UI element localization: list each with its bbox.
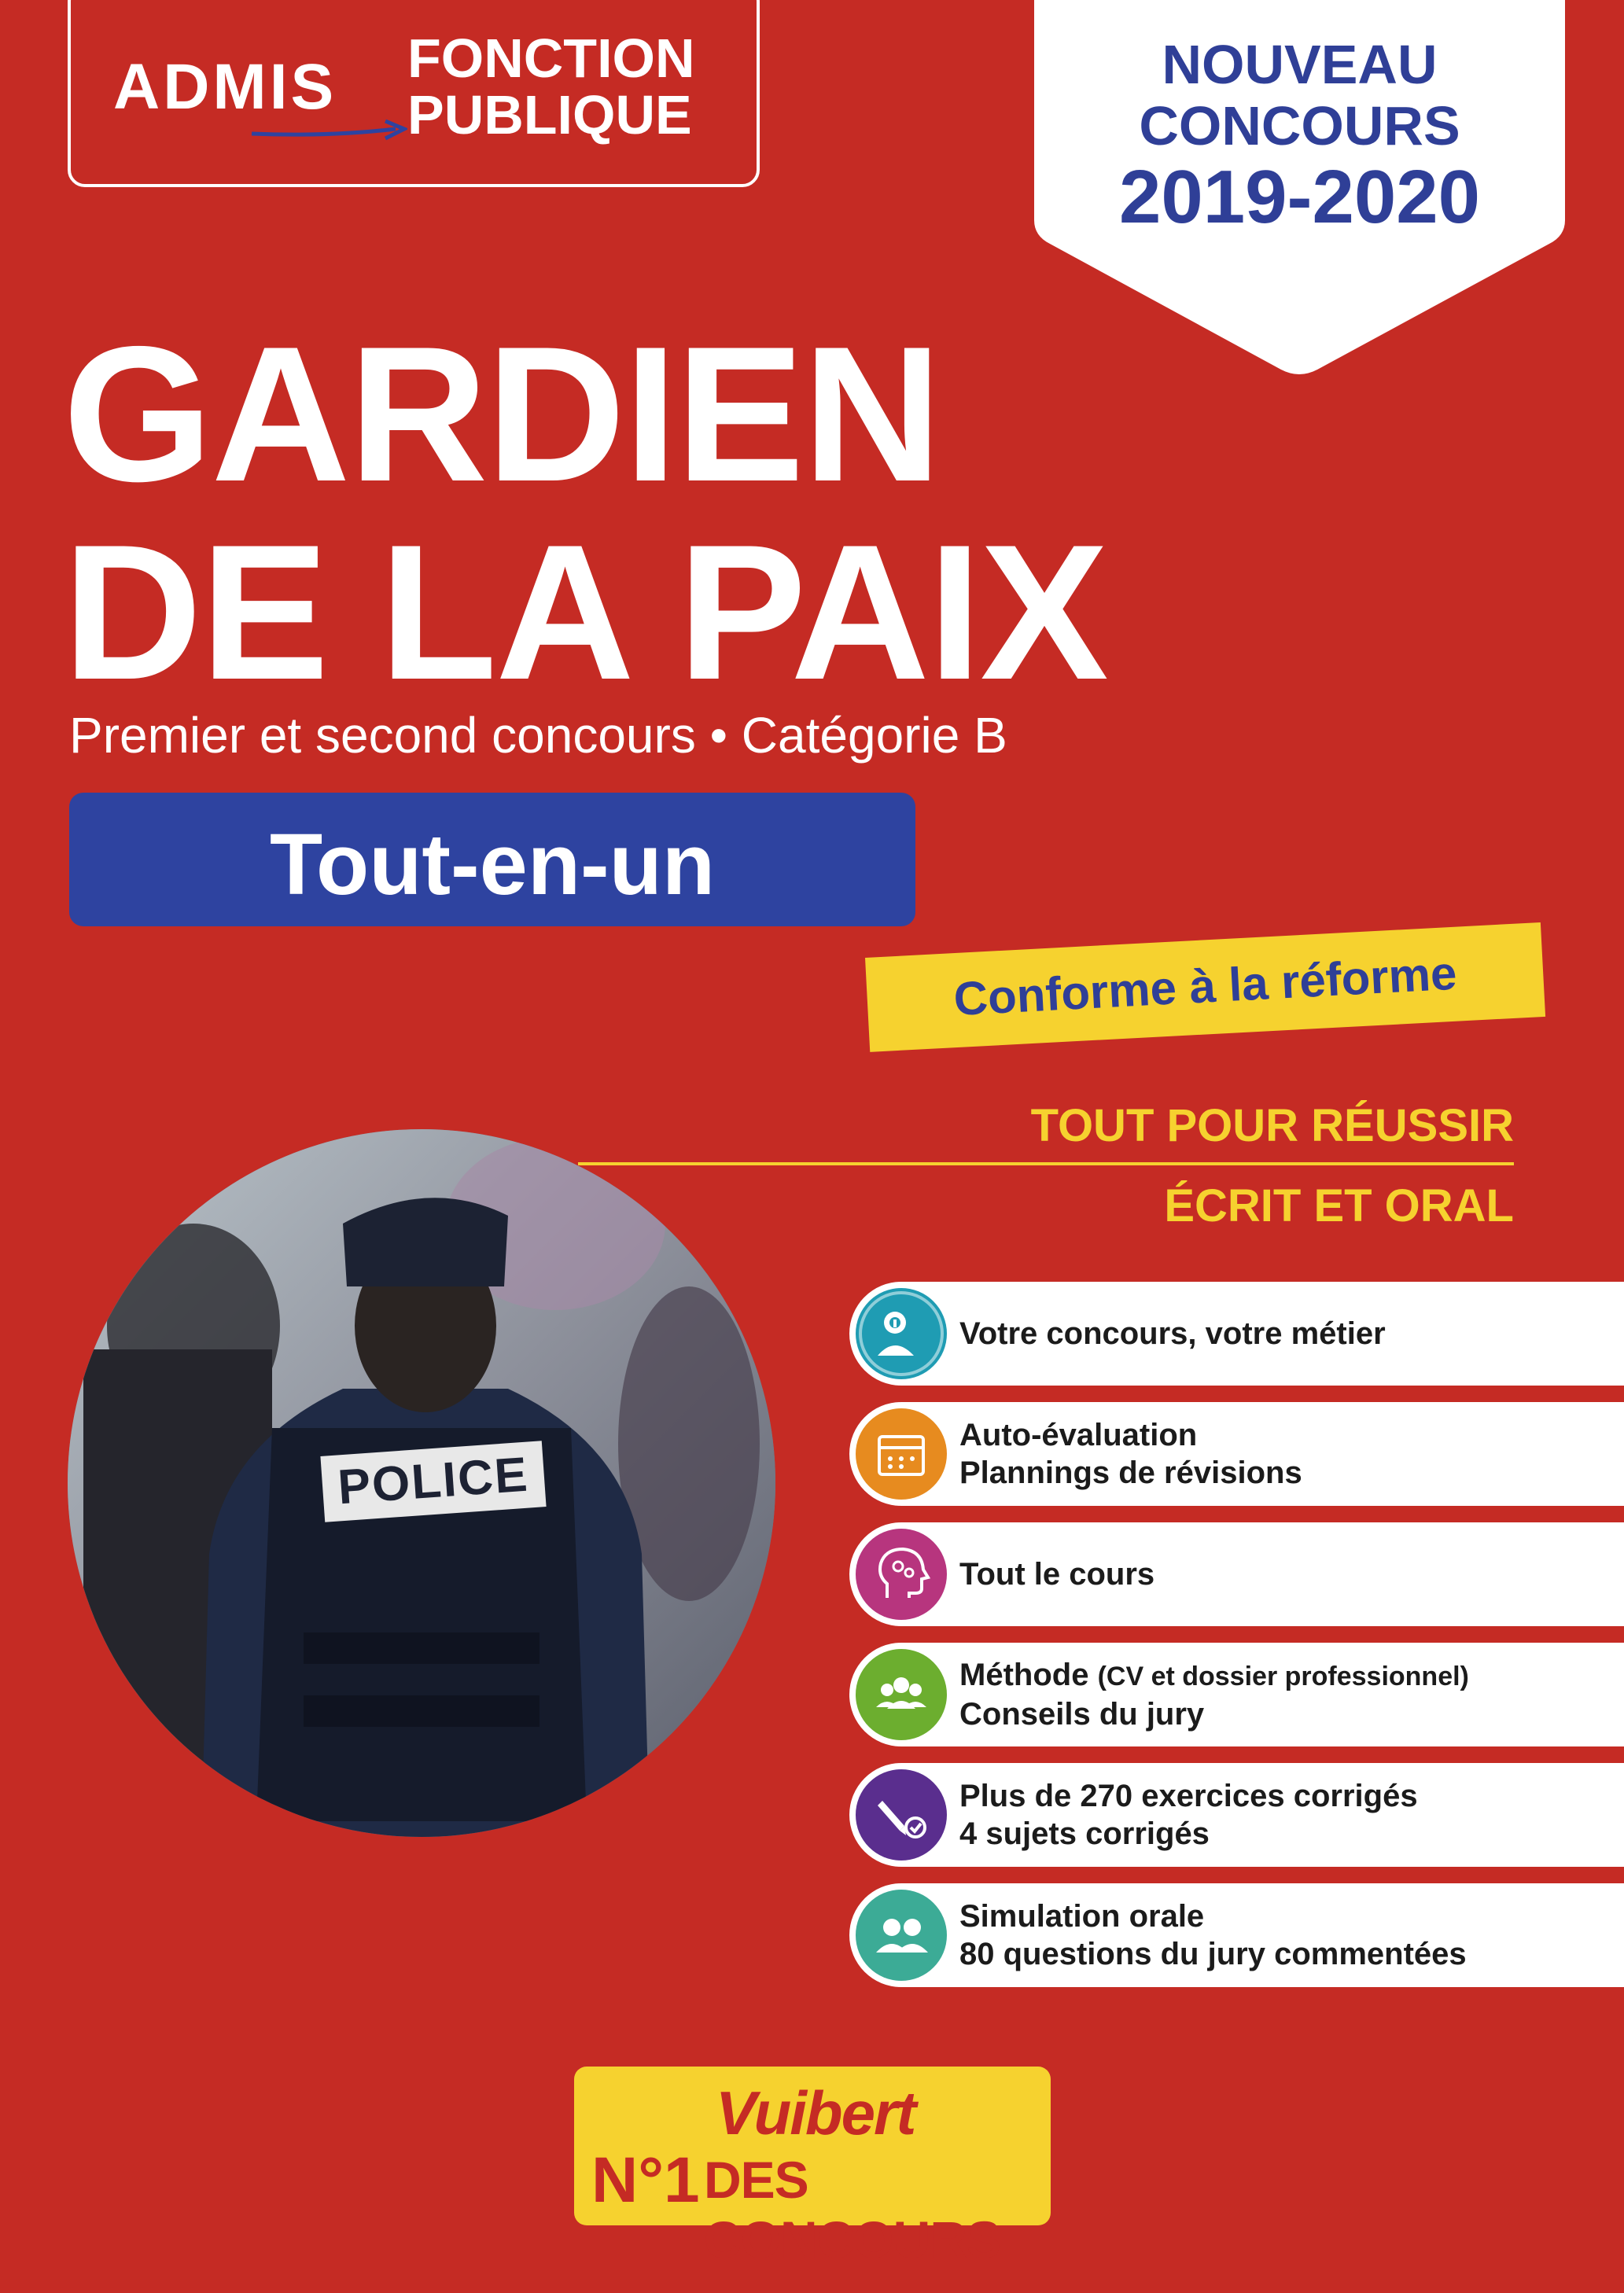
- title-line-1: GARDIEN: [63, 306, 941, 521]
- admis-logo: [68, 0, 760, 187]
- nouveau-concours-badge: [1034, 0, 1565, 377]
- badge-line-2: CONCOURS: [1139, 95, 1460, 156]
- badge-line-1: NOUVEAU: [1162, 34, 1438, 95]
- feature-exercices: [849, 1763, 1624, 1867]
- logo-publique: PUBLIQUE: [407, 84, 692, 145]
- reussir-line-2: ÉCRIT ET ORAL: [1164, 1180, 1514, 1231]
- vuibert-name: Vuibert: [716, 2078, 915, 2148]
- calendar-icon: [856, 1408, 947, 1500]
- vuibert-no1: N°1: [591, 2144, 700, 2216]
- vuibert-des-concours: DES CONCOURS: [704, 2151, 1001, 2269]
- feature-5-line-1: Plus de 270 exercices corrigés: [959, 1779, 1418, 1813]
- feature-6-line-1: Simulation orale: [959, 1899, 1205, 1934]
- feature-3-line-1: Tout le cours: [959, 1557, 1155, 1592]
- logo-admis: ADMIS: [113, 51, 337, 123]
- people-icon: [856, 1890, 947, 1981]
- feature-tout-le-cours: [849, 1522, 1624, 1626]
- feature-4-line-1-detail: (CV et dossier professionnel): [1097, 1662, 1469, 1691]
- logo-arrow-icon: [250, 120, 407, 143]
- feature-simulation-orale: [849, 1883, 1624, 1987]
- reform-text: Conforme à la réforme: [952, 946, 1458, 1026]
- brain-head-icon: [856, 1529, 947, 1620]
- badge-year: 2019-2020: [1118, 155, 1481, 239]
- group-icon: [856, 1649, 947, 1740]
- main-title: [63, 306, 1107, 720]
- feature-2-line-1: Auto-évaluation: [959, 1418, 1198, 1452]
- feature-4-line-2: Conseils du jury: [959, 1697, 1205, 1732]
- feature-concours-metier: [849, 1282, 1624, 1386]
- pencil-check-icon: [856, 1769, 947, 1861]
- logo-fonction-publique: [407, 30, 695, 143]
- feature-methode: [849, 1643, 1624, 1746]
- feature-1-line-1: Votre concours, votre métier: [959, 1316, 1386, 1351]
- feature-6-line-2: 80 questions du jury commentées: [959, 1937, 1467, 1971]
- tout-en-un-text: Tout-en-un: [269, 816, 716, 913]
- vuibert-logo: [574, 2067, 1051, 2269]
- feature-5-line-2: 4 sujets corrigés: [959, 1816, 1210, 1851]
- subtitle: Premier et second concours • Catégorie B: [69, 707, 1007, 764]
- feature-2-line-2: Plannings de révisions: [959, 1456, 1302, 1490]
- logo-fonction: FONCTION: [407, 28, 695, 89]
- feature-auto-evaluation: [849, 1402, 1624, 1506]
- reform-tag: [865, 922, 1545, 1052]
- reussir-line-1: TOUT POUR RÉUSSIR: [1030, 1100, 1514, 1151]
- title-line-2: DE LA PAIX: [63, 504, 1107, 720]
- info-person-icon: [856, 1288, 947, 1379]
- police-vest-label: POLICE: [320, 1441, 546, 1522]
- feature-4-line-1: Méthode: [959, 1658, 1089, 1692]
- tout-en-un-banner: [69, 793, 915, 926]
